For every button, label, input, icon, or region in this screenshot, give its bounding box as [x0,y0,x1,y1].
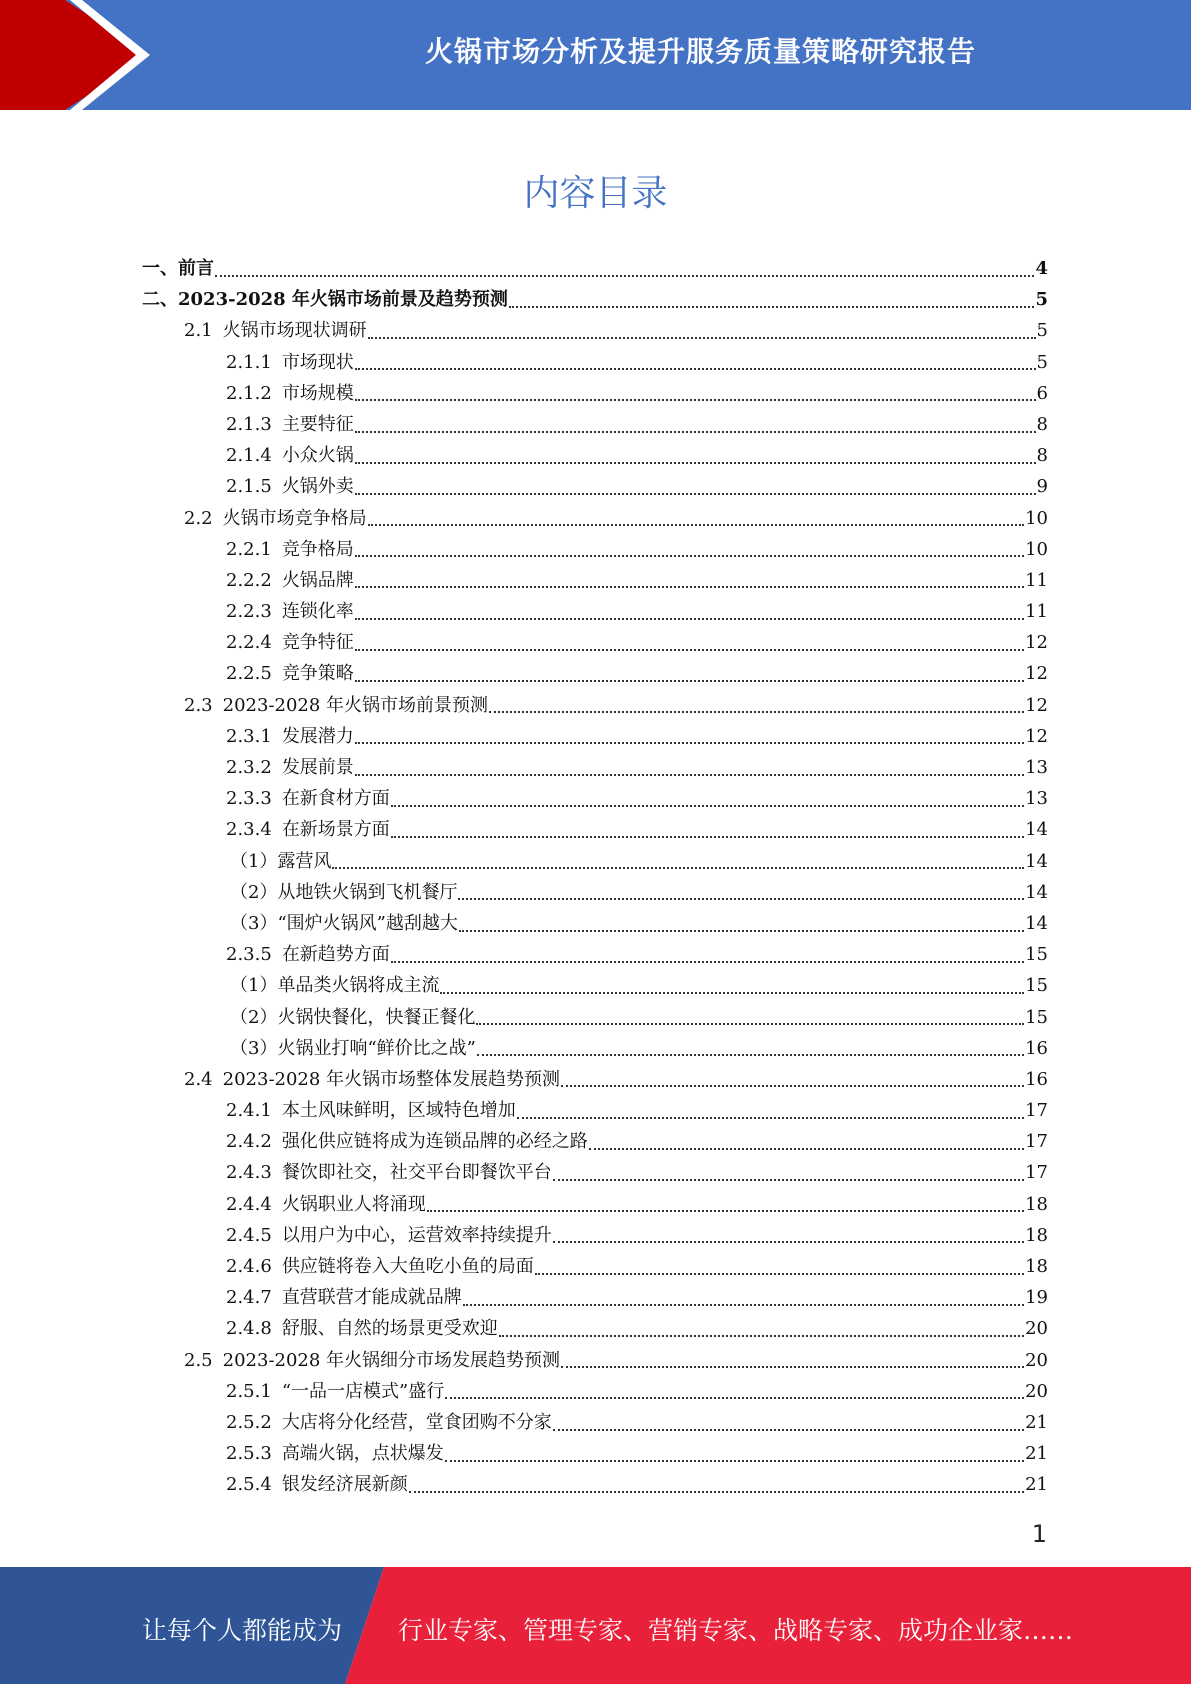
toc-entry-title: 发展潜力 [281,725,354,747]
toc-entry-page: 10 [1025,538,1048,560]
toc-entry-page: 17 [1025,1100,1048,1122]
toc-dot-leader [489,711,1024,713]
toc-entry-title: 在新趋势方面 [281,944,390,966]
toc-entry[interactable] [142,814,1048,845]
toc-entry-number: 2.4.3 [226,1162,272,1184]
toc-dot-leader [561,1366,1024,1368]
toc-dot-leader [355,742,1024,744]
toc-entry-number: 2.5.4 [226,1474,272,1496]
toc-dot-leader [553,1241,1024,1243]
toc-dot-leader [391,961,1024,963]
toc-dot-leader [458,898,1024,900]
toc-entry-title: 高端火锅，点状爆发 [281,1443,444,1465]
page-number: 1 [1031,1520,1047,1548]
toc-entry-page: 5 [1036,351,1048,373]
toc-entry-page: 11 [1025,569,1048,591]
toc-entry-number: 2.4.4 [226,1193,272,1215]
toc-entry-number: 2.3.5 [226,944,272,966]
toc-entry[interactable] [142,690,1048,721]
toc-dot-leader [368,337,1036,339]
toc-entry[interactable] [142,565,1048,596]
toc-entry-number: 2.2.2 [226,569,272,591]
toc-entry[interactable] [142,627,1048,658]
toc-entry-page: 14 [1025,912,1048,934]
toc-entry-page: 15 [1025,975,1048,997]
toc-entry[interactable] [142,877,1048,908]
toc-entry[interactable] [142,1282,1048,1313]
toc-entry-number: 2.5.2 [226,1411,272,1433]
toc-entry-title: 2023-2028 年火锅市场整体发展趋势预测 [222,1068,561,1090]
toc-entry[interactable] [142,658,1048,689]
toc-entry-page: 16 [1025,1037,1048,1059]
toc-entry-page: 20 [1025,1349,1048,1371]
toc-entry-page: 10 [1025,507,1048,529]
toc-entry-title: （3）“围炉火锅风”越刮越大 [230,912,458,934]
toc-entry-number: 2.5.1 [226,1380,272,1402]
toc-dot-leader [355,649,1024,651]
toc-entry-number: 2.5.3 [226,1443,272,1465]
toc-entry[interactable] [142,1345,1048,1376]
toc-entry-page: 4 [1035,258,1048,279]
toc-entry-number: 2.1.2 [226,382,272,404]
toc-entry[interactable] [142,1095,1048,1126]
toc-entry[interactable] [142,596,1048,627]
toc-entry[interactable] [142,752,1048,783]
toc-dot-leader [509,306,1035,308]
toc-dot-leader [463,1304,1024,1306]
toc-entry[interactable] [142,378,1048,409]
toc-entry-number: 2.2.4 [226,632,272,654]
toc-entry-title: 本土风味鲜明，区域特色增加 [281,1100,516,1122]
toc-entry-number: 2.4.2 [226,1131,272,1153]
toc-entry-number: 一、 [142,258,178,279]
toc-dot-leader [368,524,1024,526]
toc-entry-number: 2.1 [184,320,213,342]
toc-dot-leader [553,1179,1024,1181]
toc-entry-page: 18 [1025,1256,1048,1277]
toc-entry-page: 14 [1025,850,1048,872]
toc-entry[interactable] [142,846,1048,877]
toc-entry-number: 2.4 [184,1068,213,1090]
toc-entry-page: 5 [1035,289,1048,311]
toc-dot-leader [561,1085,1024,1087]
toc-dot-leader [355,586,1024,588]
toc-entry-title: （1）单品类火锅将成主流 [230,975,440,997]
toc-dot-leader [355,618,1024,620]
toc-entry[interactable] [142,1157,1048,1188]
toc-entry[interactable] [142,1313,1048,1344]
toc-entry-number: 2.2.1 [226,538,272,560]
toc-entry-title: 供应链将卷入大鱼吃小鱼的局面 [281,1256,534,1277]
toc-dot-leader [517,1117,1024,1119]
toc-dot-leader [391,805,1024,807]
toc-entry-title: 小众火锅 [281,445,354,467]
toc-entry-page: 12 [1025,725,1048,747]
toc-entry-title: 主要特征 [281,413,354,435]
toc-entry[interactable] [142,284,1048,315]
toc-entry-title: 强化供应链将成为连锁品牌的必经之路 [281,1131,588,1153]
toc-entry-page: 12 [1025,632,1048,654]
toc-entry-page: 21 [1025,1411,1048,1433]
toc-entry-page: 12 [1025,694,1048,716]
toc-entry[interactable] [142,721,1048,752]
toc-entry-title: “一品一店模式”盛行 [281,1380,445,1402]
toc-dot-leader [355,399,1036,401]
toc-entry-number: 2.1.4 [226,445,272,467]
toc-entry[interactable] [142,471,1048,502]
toc-entry-page: 20 [1025,1380,1048,1402]
toc-entry-title: 连锁化率 [281,601,354,623]
toc-entry[interactable] [142,1469,1048,1500]
toc-entry-title: 2023-2028 年火锅细分市场发展趋势预测 [222,1349,561,1371]
toc-entry-page: 17 [1025,1131,1048,1153]
toc-entry-page: 14 [1025,819,1048,841]
footer-banner [0,1567,1191,1684]
toc-entry[interactable] [142,534,1048,565]
toc-entry-number: 2.4.6 [226,1256,272,1277]
toc-entry[interactable] [142,1033,1048,1064]
toc-entry-page: 16 [1025,1068,1048,1090]
toc-entry-number: 2.3 [184,694,213,716]
toc-entry-title: 餐饮即社交，社交平台即餐饮平台 [281,1162,552,1184]
toc-entry-title: 前言 [178,258,214,279]
toc-entry-title: 以用户为中心，运营效率持续提升 [281,1224,552,1246]
footer-slogan-left: 让每个人都能成为 [142,1616,343,1645]
toc-entry-number: 二、 [142,289,178,311]
toc-entry-title: 市场规模 [281,382,354,404]
toc-entry-title: 发展前景 [281,757,354,778]
toc-entry[interactable] [142,1220,1048,1251]
toc-entry-page: 13 [1025,788,1048,810]
toc-entry-page: 15 [1025,1006,1048,1028]
toc-entry[interactable] [142,253,1048,284]
toc-entry[interactable] [142,1438,1048,1469]
toc-entry[interactable] [142,1002,1048,1033]
toc-dot-leader [553,1429,1024,1431]
toc-dot-leader [440,992,1024,994]
toc-entry[interactable] [142,970,1048,1001]
toc-entry-title: 大店将分化经营，堂食团购不分家 [281,1411,552,1433]
toc-entry-number: 2.2.5 [226,663,272,685]
toc-entry-number: 2.3.1 [226,725,272,747]
header-banner [0,0,1191,110]
toc-entry-title: 竞争格局 [281,538,354,560]
toc-entry-page: 13 [1025,757,1048,778]
toc-dot-leader [499,1335,1024,1337]
toc-dot-leader [355,680,1024,682]
toc-entry-title: 在新场景方面 [281,819,390,841]
toc-dot-leader [332,867,1024,869]
toc-entry[interactable] [142,939,1048,970]
toc-entry[interactable] [142,1189,1048,1220]
toc-entry-page: 15 [1025,944,1048,966]
toc-entry-title: （2）从地铁火锅到飞机餐厅 [230,881,458,903]
toc-entry-number: 2.4.7 [226,1287,272,1309]
toc-entry[interactable] [142,409,1048,440]
toc-entry-title: 2023-2028 年火锅市场前景预测 [222,694,489,716]
toc-entry-number: 2.2.3 [226,601,272,623]
toc-entry[interactable] [142,783,1048,814]
toc-entry-page: 8 [1036,445,1048,467]
toc-dot-leader [477,1054,1024,1056]
toc-entry-title: （1）露营风 [230,850,332,872]
toc-entry-title: 舒服、自然的场景更受欢迎 [281,1318,498,1340]
toc-entry-title: 火锅外卖 [281,476,354,498]
toc-entry-page: 20 [1025,1318,1048,1340]
toc-dot-leader [391,836,1024,838]
toc-entry-page: 18 [1025,1193,1048,1215]
toc-entry-title: 火锅职业人将涌现 [281,1193,426,1215]
toc-dot-leader [355,462,1036,464]
toc-entry-title: （3）火锅业打响“鲜价比之战” [230,1037,476,1059]
toc-entry-page: 18 [1025,1224,1048,1246]
toc-entry-number: 2.5 [184,1349,213,1371]
toc-entry-number: 2.3.3 [226,788,272,810]
toc-dot-leader [459,930,1024,932]
toc-entry-title: 火锅品牌 [281,569,354,591]
toc-entry-number: 2.4.5 [226,1224,272,1246]
toc-entry[interactable] [142,1064,1048,1095]
footer-slogan-right: 行业专家、管理专家、营销专家、战略专家、成功企业家…… [398,1616,1074,1645]
toc-entry-page: 17 [1025,1162,1048,1184]
toc-entry-number: 2.3.2 [226,757,272,778]
toc-entry-number: 2.1.5 [226,476,272,498]
toc-entry-page: 5 [1036,320,1048,342]
toc-entry-page: 6 [1036,382,1048,404]
toc-entry-number: 2.3.4 [226,819,272,841]
toc-entry-page: 9 [1036,476,1048,498]
toc-entry-page: 19 [1025,1287,1048,1309]
toc-dot-leader [409,1491,1024,1493]
toc-dot-leader [427,1210,1024,1212]
toc-entry[interactable] [142,1126,1048,1157]
toc-entry-title: （2）火锅快餐化，快餐正餐化 [230,1006,476,1028]
toc-dot-leader [445,1397,1024,1399]
toc-entry-number: 2.1.3 [226,413,272,435]
toc-entry[interactable] [142,440,1048,471]
toc-dot-leader [355,431,1036,433]
toc-entry-title: 火锅市场竞争格局 [222,507,367,529]
toc-entry-title: 竞争特征 [281,632,354,654]
toc-dot-leader [355,368,1036,370]
toc-entry[interactable] [142,1407,1048,1438]
toc-dot-leader [476,1023,1024,1025]
toc-entry-page: 12 [1025,663,1048,685]
toc-entry-page: 14 [1025,881,1048,903]
toc-entry-title: 2023-2028 年火锅市场前景及趋势预测 [178,289,508,311]
toc-entry[interactable] [142,503,1048,534]
toc-entry-title: 在新食材方面 [281,788,390,810]
toc-dot-leader [445,1460,1024,1462]
toc-entry-title: 银发经济展新颜 [281,1474,408,1496]
toc-entry-title: 火锅市场现状调研 [222,320,367,342]
toc-entry[interactable] [142,1376,1048,1407]
toc-entry-number: 2.4.1 [226,1100,272,1122]
toc-entry[interactable] [142,908,1048,939]
toc-entry-title: 市场现状 [281,351,354,373]
toc-entry-page: 21 [1025,1474,1048,1496]
toc-entry-title: 竞争策略 [281,663,354,685]
report-title: 火锅市场分析及提升服务质量策略研究报告 [424,35,976,68]
toc-dot-leader [355,555,1024,557]
toc-dot-leader [215,275,1034,277]
toc-entry-number: 2.4.8 [226,1318,272,1340]
toc-entry-page: 21 [1025,1443,1048,1465]
toc-entry-number: 2.2 [184,507,213,529]
toc-dot-leader [355,493,1036,495]
toc-entry[interactable] [142,315,1048,346]
toc-dot-leader [535,1273,1024,1275]
toc-dot-leader [589,1148,1024,1150]
toc-entry-page: 8 [1036,413,1048,435]
table-of-contents [142,253,1048,1501]
toc-entry[interactable] [142,347,1048,378]
toc-entry-number: 2.1.1 [226,351,272,373]
toc-entry[interactable] [142,1251,1048,1282]
toc-heading: 内容目录 [523,173,668,214]
toc-dot-leader [355,774,1024,776]
toc-entry-title: 直营联营才能成就品牌 [281,1287,462,1309]
toc-entry-page: 11 [1025,601,1048,623]
